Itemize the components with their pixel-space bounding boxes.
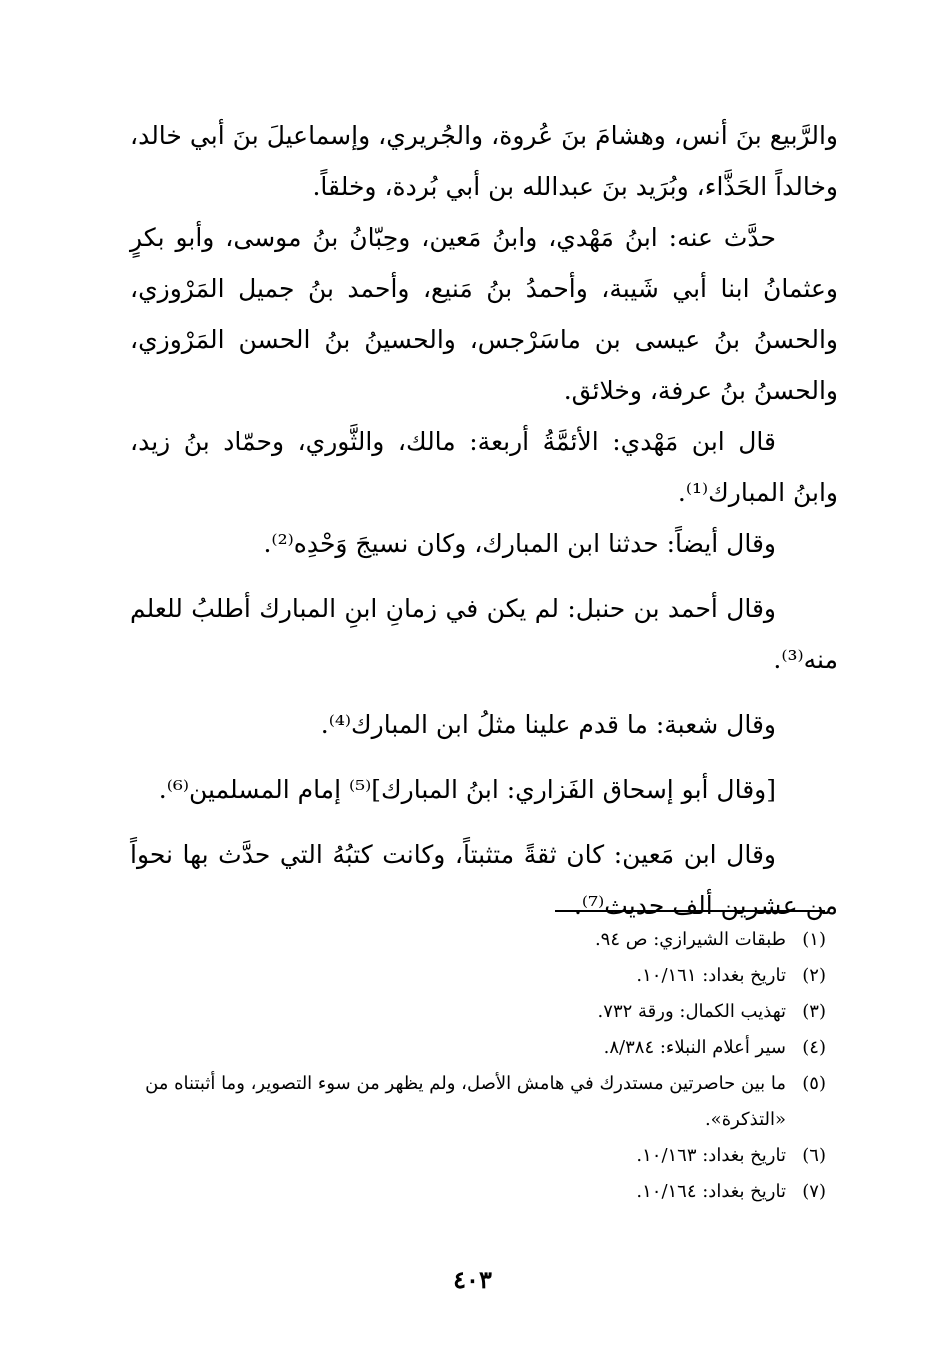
paragraph: وقال أيضاً: حدثنا ابن المبارك، وكان نسيجَ وَحْدِه⁽²⁾. (263, 529, 776, 558)
footnote (118, 922, 826, 958)
footnote-number: (١) (802, 929, 826, 950)
footnote-number: (٤) (802, 1037, 826, 1058)
footnote-text: تاريخ بغداد: ١٠/١٦٣. (636, 1145, 786, 1166)
footnote-number: (٥) (802, 1073, 826, 1094)
footnote (118, 1030, 826, 1066)
paragraph: قال ابن مَهْدي: الأئمَّةُ أربعة: مالك، والثَّوري، وحمّاد بنُ زيد، وابنُ المبارك⁽¹⁾. (130, 427, 838, 507)
page-number: ٤٠٣ (453, 1265, 492, 1294)
main-text (130, 110, 838, 931)
footnote-text: ما بين حاصرتين مستدرك في هامش الأصل، ولم يظهر من سوء التصوير، وما أثبتناه من «التذكرة». (145, 1073, 786, 1130)
footnote (118, 1138, 826, 1174)
paragraph: وقال أحمد بن حنبل: لم يكن في زمانِ ابنِ المبارك أطلبُ للعلم منه⁽³⁾. (130, 594, 838, 674)
footnote-text: تاريخ بغداد: ١٠/١٦١. (636, 965, 786, 986)
footnote-number: (٣) (802, 1001, 826, 1022)
footnote (118, 1174, 826, 1210)
paragraph: والرَّبيع بنَ أنس، وهشامَ بنَ عُروة، والجُريري، وإسماعيلَ بنَ أبي خالد، وخالداً الحَذَّاء، وبُرَيد بنَ عبدالله بن أبي بُردة، وخلقاً. (130, 121, 838, 201)
footnote-number: (٧) (802, 1181, 826, 1202)
paragraph: حدَّث عنه: ابنُ مَهْدي، وابنُ مَعين، وحِبّانُ بنُ موسى، وأبو بكرٍ وعثمانُ ابنا أبي شَيبة، وأحمدُ بنُ مَنيع، وأحمد بنُ جميل المَرْوزي، والحسنُ بنُ عيسى بن ماسَرْجس، والحسينُ بنُ الحسن المَرْوزي، والحسنُ بنُ عرفة، وخلائق. (130, 223, 838, 405)
footnote-text: سير أعلام النبلاء: ٨/٣٨٤. (603, 1037, 786, 1058)
footnote (118, 994, 826, 1030)
paragraph: وقال شعبة: ما قدم علينا مثلُ ابن المبارك⁽⁴⁾. (320, 710, 776, 739)
footnote-text: تهذيب الكمال: ورقة ٧٣٢. (597, 1001, 786, 1022)
footnote (118, 1066, 826, 1138)
footnote-number: (٦) (802, 1145, 826, 1166)
footnote-text: طبقات الشيرازي: ص ٩٤. (594, 929, 786, 950)
footnotes (118, 922, 826, 1210)
footnote-text: تاريخ بغداد: ١٠/١٦٤. (636, 1181, 786, 1202)
footnote (118, 958, 826, 994)
footnote-separator (555, 910, 825, 912)
paragraph: [وقال أبو إسحاق الفَزاري: ابنُ المبارك]⁽⁵⁾ إمام المسلمين⁽⁶⁾. (158, 775, 776, 804)
footnote-number: (٢) (802, 965, 826, 986)
paragraph: وقال ابن مَعين: كان ثقةً متثبتاً، وكانت كتبُهُ التي حدَّث بها نحواً من عشرين ألف حديث⁽⁷⁾. (130, 840, 838, 920)
